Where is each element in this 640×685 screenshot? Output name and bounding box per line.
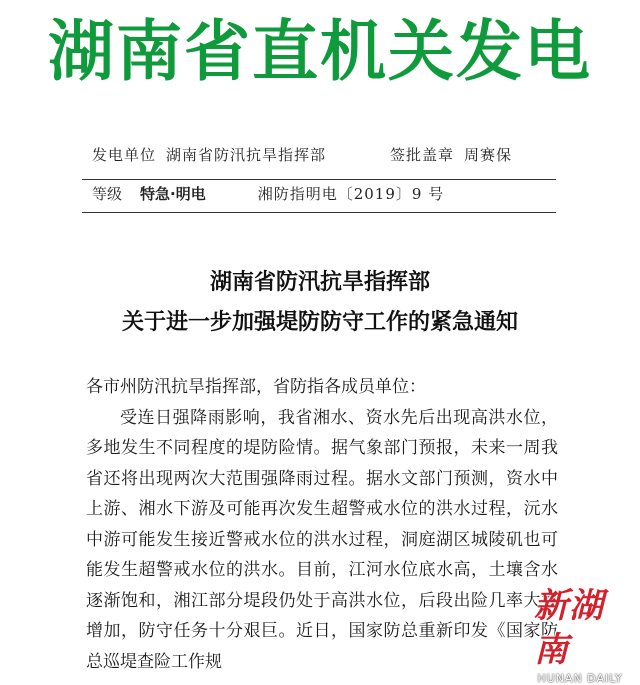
logo-subtext: HUNAN DAILY xyxy=(537,672,623,685)
document-number: 湘防指明电〔2019〕9 号 xyxy=(257,185,445,203)
masthead-title: 湖南省直机关发电 xyxy=(48,13,592,90)
title-line-2: 关于进一步加强堤防防守工作的紧急通知 xyxy=(121,309,518,335)
grade-label: 等级 xyxy=(92,185,123,203)
signer-value: 周赛保 xyxy=(464,146,513,164)
signer-label: 签批盖章 xyxy=(390,146,455,164)
body-paragraph: 受连日强降雨影响，我省湘水、资水先后出现高洪水位，多地发生不同程度的堤防险情。据气象部门预报，未来一周我省还将出现两次大范围强降雨过程。据水文部门预测，资水中上游、湘水下游及可能再次发生超警戒水位的洪水过程，沅水中游可能发生接近警戒水位的洪水过程，洞庭湖区城陵矶也可能发生超警戒水位的洪水。目前，江河水位底水高，土壤含水逐渐饱和，湘江部分堤段仍处于高洪水位，后段出险几率大大增加，防守任务十分艰巨。近日，国家防总重新印发《国家防总巡堤查险工作规 xyxy=(86,407,558,672)
title-line-1: 湖南省防汛抗旱指挥部 xyxy=(209,269,430,295)
salutation: 各市州防汛抗旱指挥部，省防指各成员单位： xyxy=(86,377,426,397)
divider-bottom xyxy=(82,212,556,213)
divider-top xyxy=(82,179,556,180)
sender-row xyxy=(92,144,512,165)
document-body xyxy=(86,372,558,677)
grade-value: 特急·明电 xyxy=(140,185,206,203)
sender-label: 发电单位 xyxy=(92,146,157,164)
document-title xyxy=(0,262,640,342)
grade-row xyxy=(92,183,444,204)
sender-value: 湖南省防汛抗旱指挥部 xyxy=(166,146,327,164)
hunan-daily-logo xyxy=(534,584,634,685)
logo-text: 新湖南 xyxy=(534,586,604,670)
